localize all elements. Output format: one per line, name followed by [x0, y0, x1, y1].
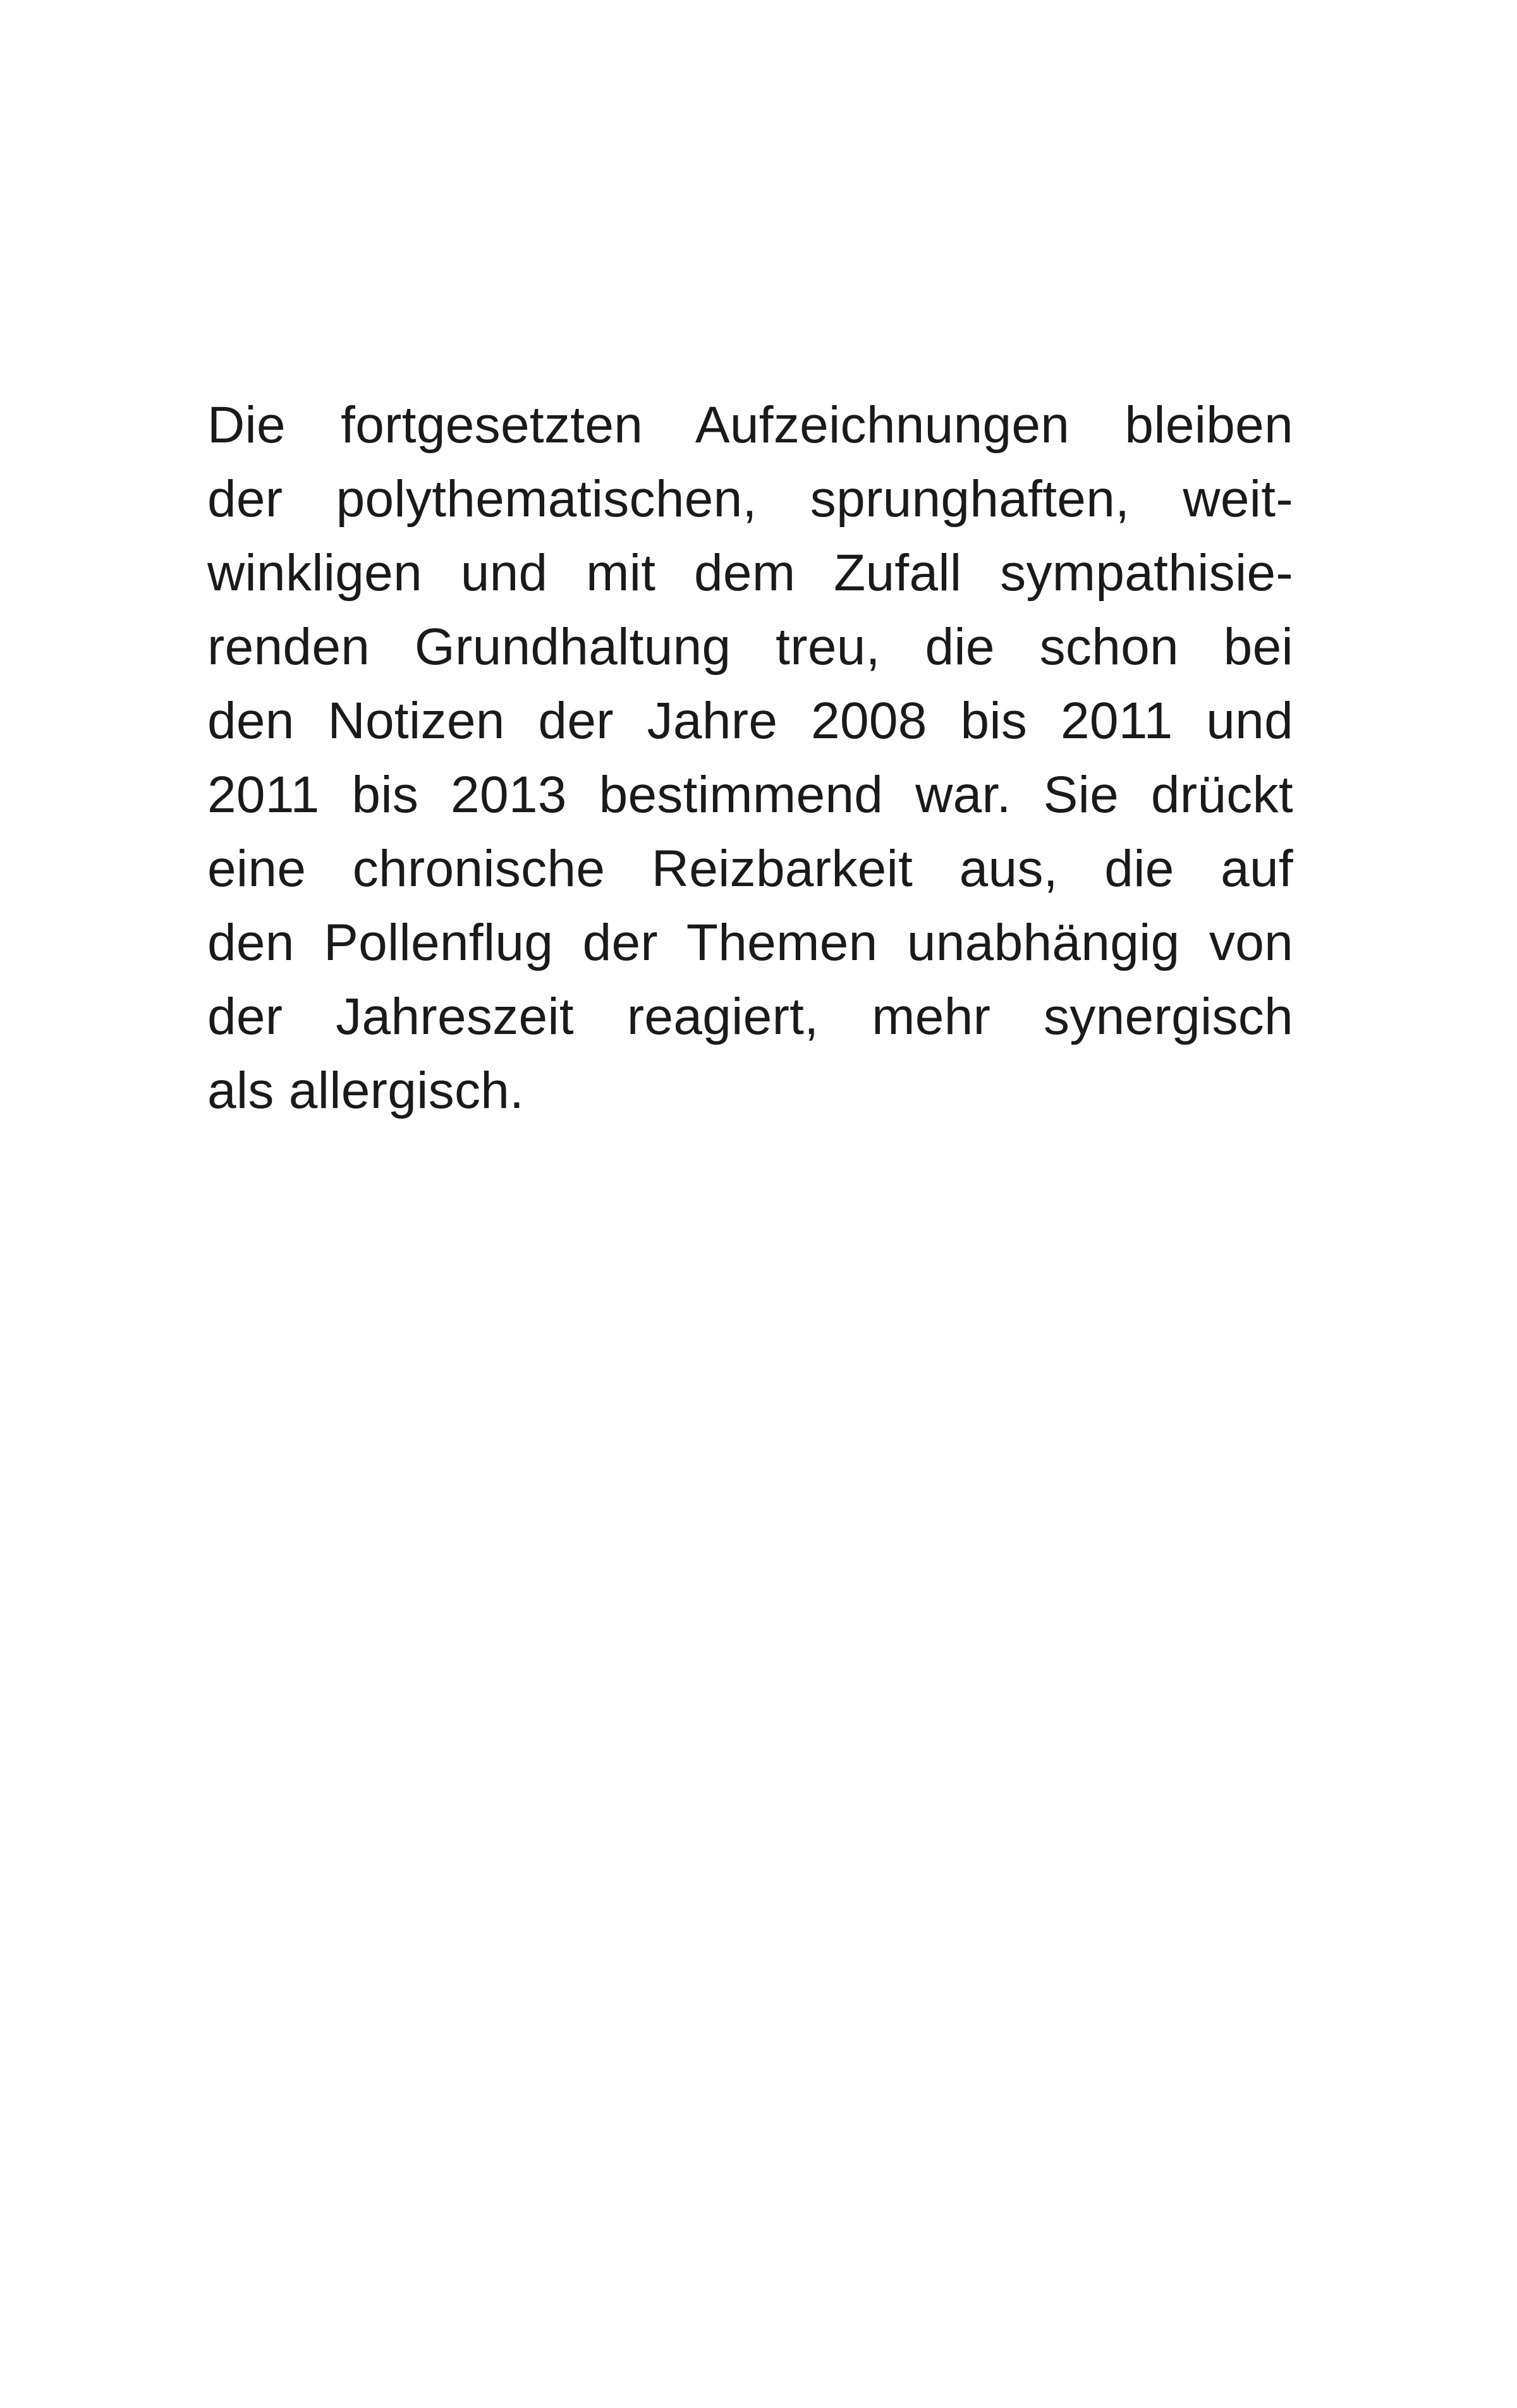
text-line: den Pollenflug der Themen unabhängig von [207, 914, 1293, 971]
text-line: eine chronische Reizbarkeit aus, die auf [207, 840, 1293, 897]
text-line: winkligen und mit dem Zufall sympathisie- [207, 544, 1293, 602]
text-line: den Notizen der Jahre 2008 bis 2011 und [207, 692, 1293, 750]
text-line: Die fortgesetzten Aufzeichnungen bleiben [207, 396, 1293, 454]
text-line: der polythematischen, sprunghaften, weit- [207, 470, 1293, 528]
text-line: der Jahreszeit reagiert, mehr synergisch [207, 988, 1293, 1045]
text-line-last: als allergisch. [207, 1062, 525, 1119]
body-paragraph [207, 388, 1293, 1128]
text-line: 2011 bis 2013 bestimmend war. Sie drückt [207, 766, 1293, 824]
text-line: renden Grundhaltung treu, die schon bei [207, 618, 1293, 676]
